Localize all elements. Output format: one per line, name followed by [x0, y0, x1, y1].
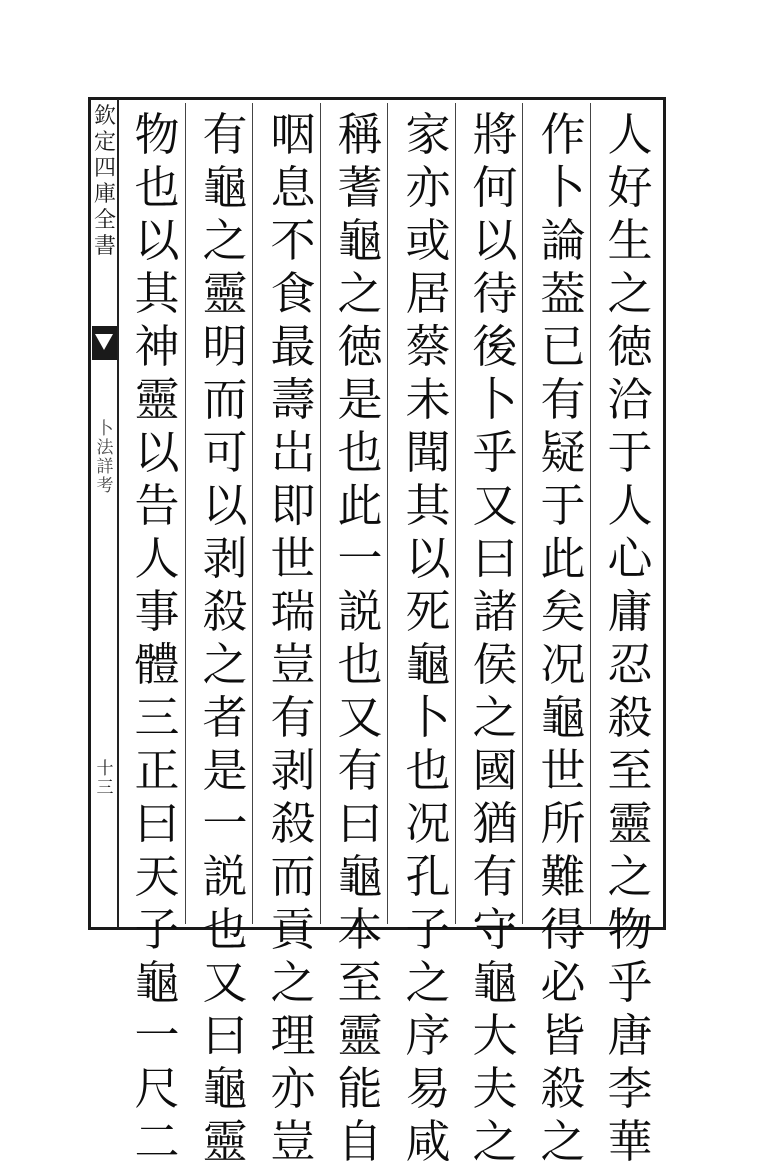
glyph: 又: [337, 691, 383, 744]
glyph: 洽: [607, 373, 653, 426]
glyph: 殺: [540, 1062, 586, 1115]
glyph: 忍: [607, 638, 653, 691]
glyph: 之: [202, 638, 248, 691]
glyph: 子: [134, 903, 180, 956]
text-column-6: [260, 108, 326, 1168]
glyph: 有: [202, 108, 248, 161]
section-title: [94, 420, 116, 496]
glyph: 靈: [337, 1009, 383, 1062]
book-title: [92, 104, 118, 260]
glyph: 也: [134, 161, 180, 214]
glyph: 龜: [134, 956, 180, 1009]
glyph: 最: [270, 320, 316, 373]
glyph: 殺: [202, 585, 248, 638]
glyph: 卜: [540, 161, 586, 214]
glyph: 岀: [270, 426, 316, 479]
glyph: 卜: [405, 691, 451, 744]
text-column-7: [192, 108, 258, 1168]
glyph: 也: [337, 638, 383, 691]
glyph: 卜: [96, 419, 114, 439]
glyph: 詳: [96, 457, 114, 477]
glyph: 其: [134, 267, 180, 320]
glyph: 有: [337, 744, 383, 797]
glyph: 説: [202, 850, 248, 903]
glyph: 全: [93, 208, 116, 233]
glyph: 諸: [472, 585, 518, 638]
glyph: 難: [540, 850, 586, 903]
text-column-content: [327, 108, 393, 1168]
glyph: 咽: [270, 108, 316, 161]
glyph: 咸: [405, 1115, 451, 1168]
text-column-5: [327, 108, 393, 1168]
glyph: 序: [405, 1009, 451, 1062]
text-column-2: [530, 108, 596, 1168]
glyph: 人: [607, 108, 653, 161]
glyph: 物: [134, 108, 180, 161]
glyph: 待: [472, 267, 518, 320]
glyph: 物: [607, 903, 653, 956]
glyph: 或: [405, 214, 451, 267]
glyph: 所: [540, 797, 586, 850]
glyph: 以: [405, 532, 451, 585]
glyph: 乎: [472, 426, 518, 479]
glyph: 龜: [202, 161, 248, 214]
glyph: 徳: [607, 320, 653, 373]
glyph: 龜: [337, 214, 383, 267]
glyph: 人: [607, 479, 653, 532]
glyph: 四: [93, 156, 116, 181]
glyph: 書: [93, 234, 116, 259]
glyph: 以: [134, 214, 180, 267]
glyph: 侯: [472, 638, 518, 691]
glyph: 况: [540, 638, 586, 691]
glyph: 蓍: [337, 161, 383, 214]
glyph: 亦: [405, 161, 451, 214]
glyph: 靈: [202, 267, 248, 320]
glyph: 于: [607, 426, 653, 479]
glyph: 至: [337, 956, 383, 1009]
glyph: 心: [607, 532, 653, 585]
glyph: 體: [134, 638, 180, 691]
glyph: 其: [405, 479, 451, 532]
glyph: 能: [337, 1062, 383, 1115]
glyph: 一: [337, 532, 383, 585]
glyph: 瑞: [270, 585, 316, 638]
glyph: 死: [405, 585, 451, 638]
glyph: 剥: [202, 532, 248, 585]
glyph: 靈: [202, 1115, 248, 1168]
glyph: 而: [270, 850, 316, 903]
glyph: 夫: [472, 1062, 518, 1115]
glyph: 又: [202, 956, 248, 1009]
glyph: 庫: [93, 182, 116, 207]
glyph: 稱: [337, 108, 383, 161]
glyph: 可: [202, 426, 248, 479]
glyph: 矣: [540, 585, 586, 638]
glyph: 有: [540, 373, 586, 426]
glyph: 得: [540, 903, 586, 956]
glyph: 蔡: [405, 320, 451, 373]
glyph: 二: [134, 1115, 180, 1168]
glyph: 尺: [134, 1062, 180, 1115]
glyph: 自: [337, 1115, 383, 1168]
glyph: 家: [405, 108, 451, 161]
glyph: 靈: [607, 797, 653, 850]
glyph: 未: [405, 373, 451, 426]
text-column-3: [462, 108, 528, 1168]
glyph: 之: [540, 1115, 586, 1168]
glyph: 已: [540, 320, 586, 373]
glyph: 説: [337, 585, 383, 638]
text-column-content: [462, 108, 528, 1168]
glyph: 豈: [270, 638, 316, 691]
glyph: 考: [96, 476, 114, 496]
glyph: 于: [540, 479, 586, 532]
glyph: 之: [202, 214, 248, 267]
glyph: 是: [202, 744, 248, 797]
glyph: 子: [405, 903, 451, 956]
glyph: 殺: [607, 691, 653, 744]
glyph: 以: [472, 214, 518, 267]
glyph: 又: [472, 479, 518, 532]
glyph: 華: [607, 1115, 653, 1168]
glyph: 三: [96, 778, 114, 798]
glyph: 也: [405, 744, 451, 797]
glyph: 以: [134, 426, 180, 479]
glyph: 論: [540, 214, 586, 267]
glyph: 即: [270, 479, 316, 532]
text-column-content: [530, 108, 596, 1168]
glyph: 曰: [472, 532, 518, 585]
glyph: 後: [472, 320, 518, 373]
glyph: 以: [202, 479, 248, 532]
glyph: 徳: [337, 320, 383, 373]
glyph: 好: [607, 161, 653, 214]
glyph: 乎: [607, 956, 653, 1009]
glyph: 食: [270, 267, 316, 320]
glyph: 告: [134, 479, 180, 532]
glyph: 定: [93, 130, 116, 155]
glyph: 皆: [540, 1009, 586, 1062]
glyph: 剥: [270, 744, 316, 797]
glyph: 不: [270, 214, 316, 267]
glyph: 聞: [405, 426, 451, 479]
glyph: 理: [270, 1009, 316, 1062]
glyph: 事: [134, 585, 180, 638]
fishtail-mark-icon: [92, 326, 117, 360]
glyph: 之: [472, 1115, 518, 1168]
glyph: 至: [607, 744, 653, 797]
glyph: 將: [472, 108, 518, 161]
glyph: 此: [540, 532, 586, 585]
glyph: 法: [96, 438, 114, 458]
glyph: 豈: [270, 1115, 316, 1168]
glyph: 一: [134, 1009, 180, 1062]
text-column-content: [260, 108, 326, 1168]
glyph: 孔: [405, 850, 451, 903]
glyph: 龜: [337, 850, 383, 903]
glyph: 殺: [270, 797, 316, 850]
glyph: 之: [607, 850, 653, 903]
glyph: 天: [134, 850, 180, 903]
glyph: 曰: [134, 797, 180, 850]
glyph: 也: [202, 903, 248, 956]
glyph: 龜: [540, 691, 586, 744]
glyph: 靈: [134, 373, 180, 426]
glyph: 之: [472, 691, 518, 744]
glyph: 而: [202, 373, 248, 426]
glyph: 息: [270, 161, 316, 214]
glyph: 居: [405, 267, 451, 320]
glyph: 卜: [472, 373, 518, 426]
glyph: 之: [337, 267, 383, 320]
glyph: 龜: [405, 638, 451, 691]
glyph: 亦: [270, 1062, 316, 1115]
glyph: 之: [405, 956, 451, 1009]
glyph: 李: [607, 1062, 653, 1115]
glyph: 之: [270, 956, 316, 1009]
glyph: 世: [540, 744, 586, 797]
glyph: 貢: [270, 903, 316, 956]
glyph: 十: [96, 759, 114, 779]
glyph: 明: [202, 320, 248, 373]
glyph: 神: [134, 320, 180, 373]
glyph: 大: [472, 1009, 518, 1062]
glyph: 有: [270, 691, 316, 744]
glyph: 唐: [607, 1009, 653, 1062]
text-column-content: [597, 108, 663, 1168]
text-column-4: [395, 108, 461, 1168]
folio-number: [95, 760, 115, 798]
glyph: 况: [405, 797, 451, 850]
glyph: 曰: [202, 1009, 248, 1062]
glyph: 人: [134, 532, 180, 585]
glyph: 疑: [540, 426, 586, 479]
text-column-8: [124, 108, 190, 1168]
glyph: 三: [134, 691, 180, 744]
glyph: 庸: [607, 585, 653, 638]
glyph: 世: [270, 532, 316, 585]
glyph: 龜: [202, 1062, 248, 1115]
glyph: 猶: [472, 797, 518, 850]
glyph: 者: [202, 691, 248, 744]
glyph: 國: [472, 744, 518, 797]
glyph: 必: [540, 956, 586, 1009]
glyph: 一: [202, 797, 248, 850]
glyph: 正: [134, 744, 180, 797]
glyph: 何: [472, 161, 518, 214]
text-column-content: [395, 108, 461, 1168]
glyph: 此: [337, 479, 383, 532]
text-column-1: [597, 108, 663, 1168]
glyph: 作: [540, 108, 586, 161]
glyph: 生: [607, 214, 653, 267]
glyph: 是: [337, 373, 383, 426]
glyph: 壽: [270, 373, 316, 426]
glyph: 易: [405, 1062, 451, 1115]
glyph: 守: [472, 903, 518, 956]
glyph: 有: [472, 850, 518, 903]
glyph: 之: [607, 267, 653, 320]
glyph: 葢: [540, 267, 586, 320]
glyph: 曰: [337, 797, 383, 850]
glyph: 也: [337, 426, 383, 479]
glyph: 欽: [93, 104, 116, 129]
text-column-content: [192, 108, 258, 1168]
text-column-content: [124, 108, 190, 1168]
glyph: 本: [337, 903, 383, 956]
glyph: 龜: [472, 956, 518, 1009]
